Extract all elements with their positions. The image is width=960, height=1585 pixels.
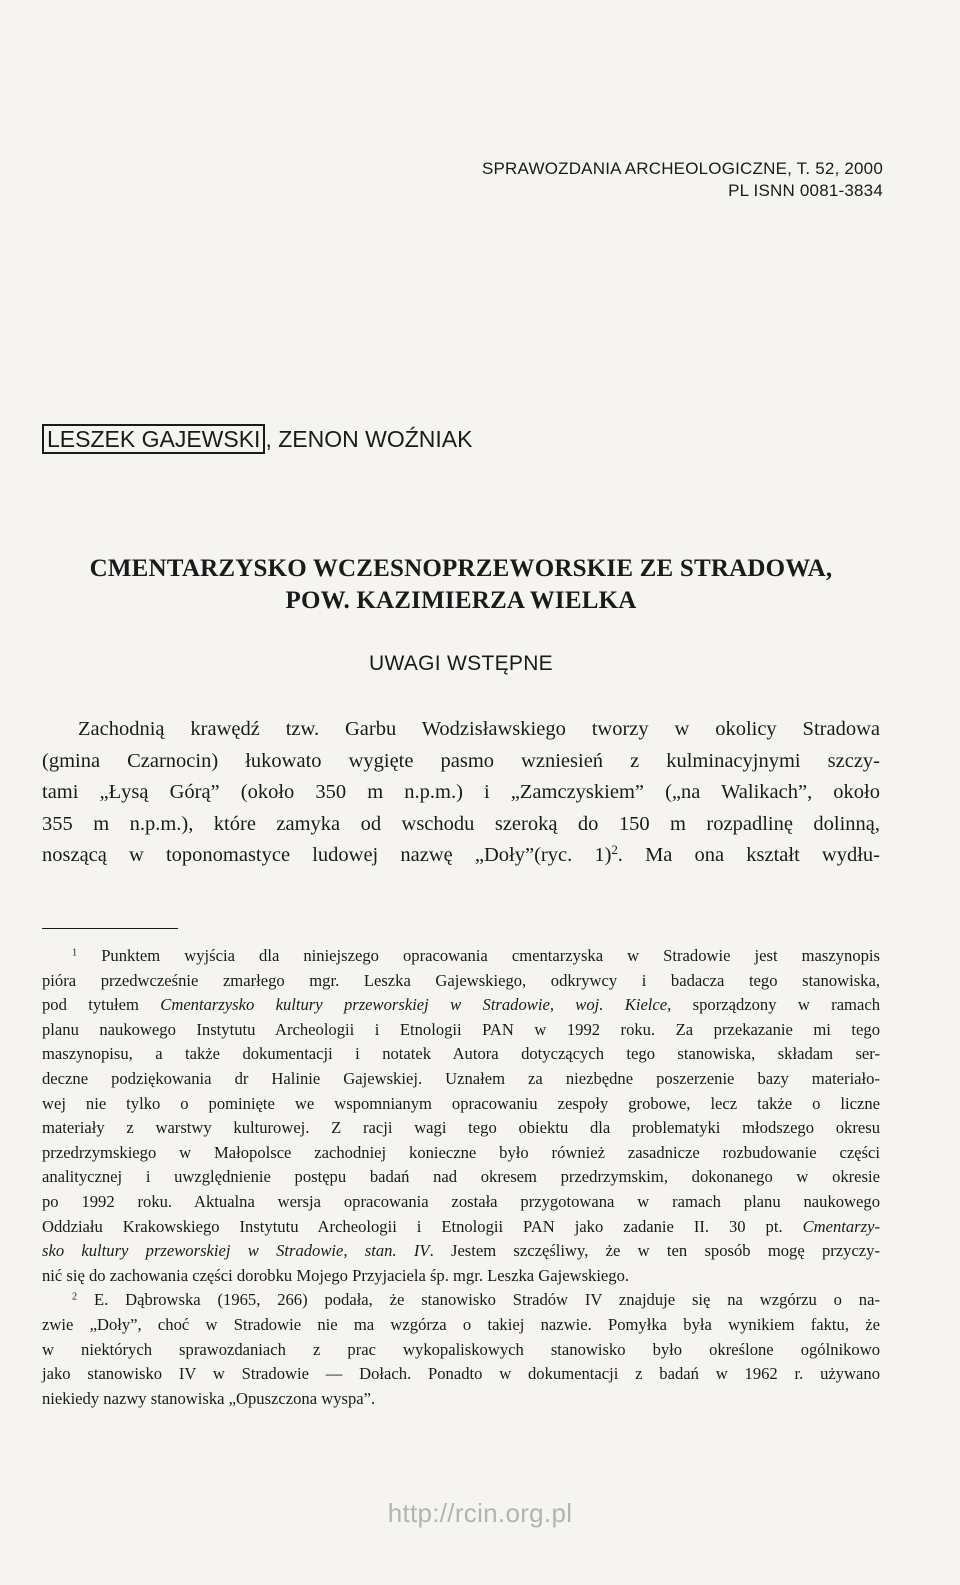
footnote-line	[42, 1215, 880, 1240]
body-line: tami „Łysą Górą” (około 350 m n.p.m.) i „Zamczyskiem” („na Walikach”, około	[42, 781, 880, 803]
footnote-line	[42, 944, 880, 969]
footnote-line: maszynopisu, a także dokumentacji i notatek Autora dotyczących tego stanowiska, składam ser-	[42, 1044, 880, 1064]
footnote-line: zwie „Doły”, choć w Stradowie nie ma wzgórza o takiej nazwie. Pomyłka była wynikiem faktu, że	[42, 1314, 880, 1334]
footnote-line: materiały z warstwy kulturowej. Z racji wagi tego obiektu dla problematyki młodszego okresu	[42, 1118, 880, 1138]
footnote-text: Oddziału Krakowskiego Instytutu Archeologii i Etnologii PAN jako zadanie II. 30 pt.	[42, 1216, 803, 1236]
footnote-line: analitycznej i uwzględnienie postępu badań nad okresem przedrzymskim, dokonanego w okresie	[42, 1167, 880, 1187]
footnote-line: przedrzymskiego w Małopolsce zachodniej konieczne było również zasadnicze rozbudowanie części	[42, 1142, 880, 1162]
author-separator: ,	[265, 426, 279, 452]
footnote-line: nić się do zachowania części dorobku Mojego Przyjaciela śp. mgr. Leszka Gajewskiego.	[42, 1265, 630, 1285]
title-line: CMENTARZYSKO WCZESNOPRZEWORSKIE ZE STRADOWA,	[89, 555, 833, 582]
body-line	[42, 840, 880, 872]
footnote-number: 1	[72, 947, 78, 959]
footnote-number: 2	[72, 1291, 78, 1303]
author-line	[42, 424, 472, 454]
body-line: Zachodnią krawędź tzw. Garbu Wodzisławskiego tworzy w okolicy Stradowa	[78, 718, 880, 740]
article-title	[42, 553, 880, 617]
title-line: POW. KAZIMIERZA WIELKA	[285, 587, 637, 614]
journal-title: SPRAWOZDANIA ARCHEOLOGICZNE, T. 52, 2000	[481, 159, 883, 178]
footnote-text: . Jestem szczęśliwy, że w ten sposób mogę przyczy-	[429, 1241, 880, 1261]
journal-header	[482, 158, 883, 202]
footnotes	[42, 944, 880, 1411]
body-line: (gmina Czarnocin) łukowato wygięte pasmo wzniesień z kulminacyjnymi szczy-	[42, 749, 880, 772]
body-line: 355 m n.p.m.), które zamyka od wschodu szeroką do 150 m rozpadlinę dolinną,	[42, 812, 880, 835]
body-text-run: . Ma ona kształt wydłu-	[617, 844, 880, 866]
footnote-text: pod tytułem	[42, 995, 161, 1015]
footnote-line: planu naukowego Instytutu Archeologii i Etnologii PAN w 1992 roku. Za przekazanie mi tego	[42, 1019, 880, 1039]
footnote-text: Punktem wyjścia dla niniejszego opracowania cmentarzyska w Stradowie jest maszynopis	[77, 946, 880, 965]
footnote-text: E. Dąbrowska (1965, 266) podała, że stanowisko Stradów IV znajduje się na wzgórzu o na-	[77, 1290, 880, 1310]
footnote-line	[42, 1288, 880, 1313]
footnote-ref: 2	[611, 843, 618, 858]
footnote-line: w niektórych sprawozdaniach z prac wykopaliskowych stanowisko było określone ogólnikowo	[42, 1339, 880, 1359]
footnote-line	[42, 1239, 880, 1264]
footnote-italic-title: sko kultury przeworskiej w Stradowie, stan. IV	[42, 1241, 430, 1261]
body-paragraph	[42, 714, 880, 872]
body-text-run: noszącą w toponomastyce ludowej nazwę „Doły”(ryc. 1)	[42, 844, 612, 866]
source-watermark: http://rcin.org.pl	[387, 1498, 573, 1528]
footnote-text: , sporządzony w ramach	[667, 995, 880, 1015]
footnote-line	[42, 993, 880, 1018]
author-second: ZENON WOŹNIAK	[278, 426, 473, 452]
footnote-italic-title: Cmentarzy-	[802, 1216, 880, 1236]
footnote-line: deczne podziękowania dr Halinie Gajewskiej. Uznałem za niezbędne poszerzenie bazy materiało-	[42, 1068, 880, 1088]
footnote-line: po 1992 roku. Aktualna wersja opracowania została przygotowana w ramach planu naukowego	[42, 1191, 880, 1211]
journal-issn: PL ISNN 0081-3834	[728, 181, 883, 200]
footnote-rule	[42, 928, 178, 929]
footnote-line: niekiedy nazwy stanowiska „Opuszczona wyspa”.	[42, 1388, 376, 1408]
footnote-line: wej nie tylko o pominięte we wspomnianym opracowaniu zespoły grobowe, lecz także o liczne	[42, 1093, 880, 1113]
footnote-line: pióra przedwcześnie zmarłego mgr. Leszka Gajewskiego, odkrywcy i badacza tego stanowiska,	[42, 970, 880, 990]
author-first: LESZEK GAJEWSKI	[42, 424, 265, 454]
footnote-italic-title: Cmentarzysko kultury przeworskiej w Stradowie, woj. Kielce	[160, 995, 668, 1015]
section-heading: UWAGI WSTĘPNE	[369, 652, 553, 675]
footnote-line: jako stanowisko IV w Stradowie — Dołach. Ponadto w dokumentacji z badań w 1962 r. używano	[42, 1364, 880, 1384]
